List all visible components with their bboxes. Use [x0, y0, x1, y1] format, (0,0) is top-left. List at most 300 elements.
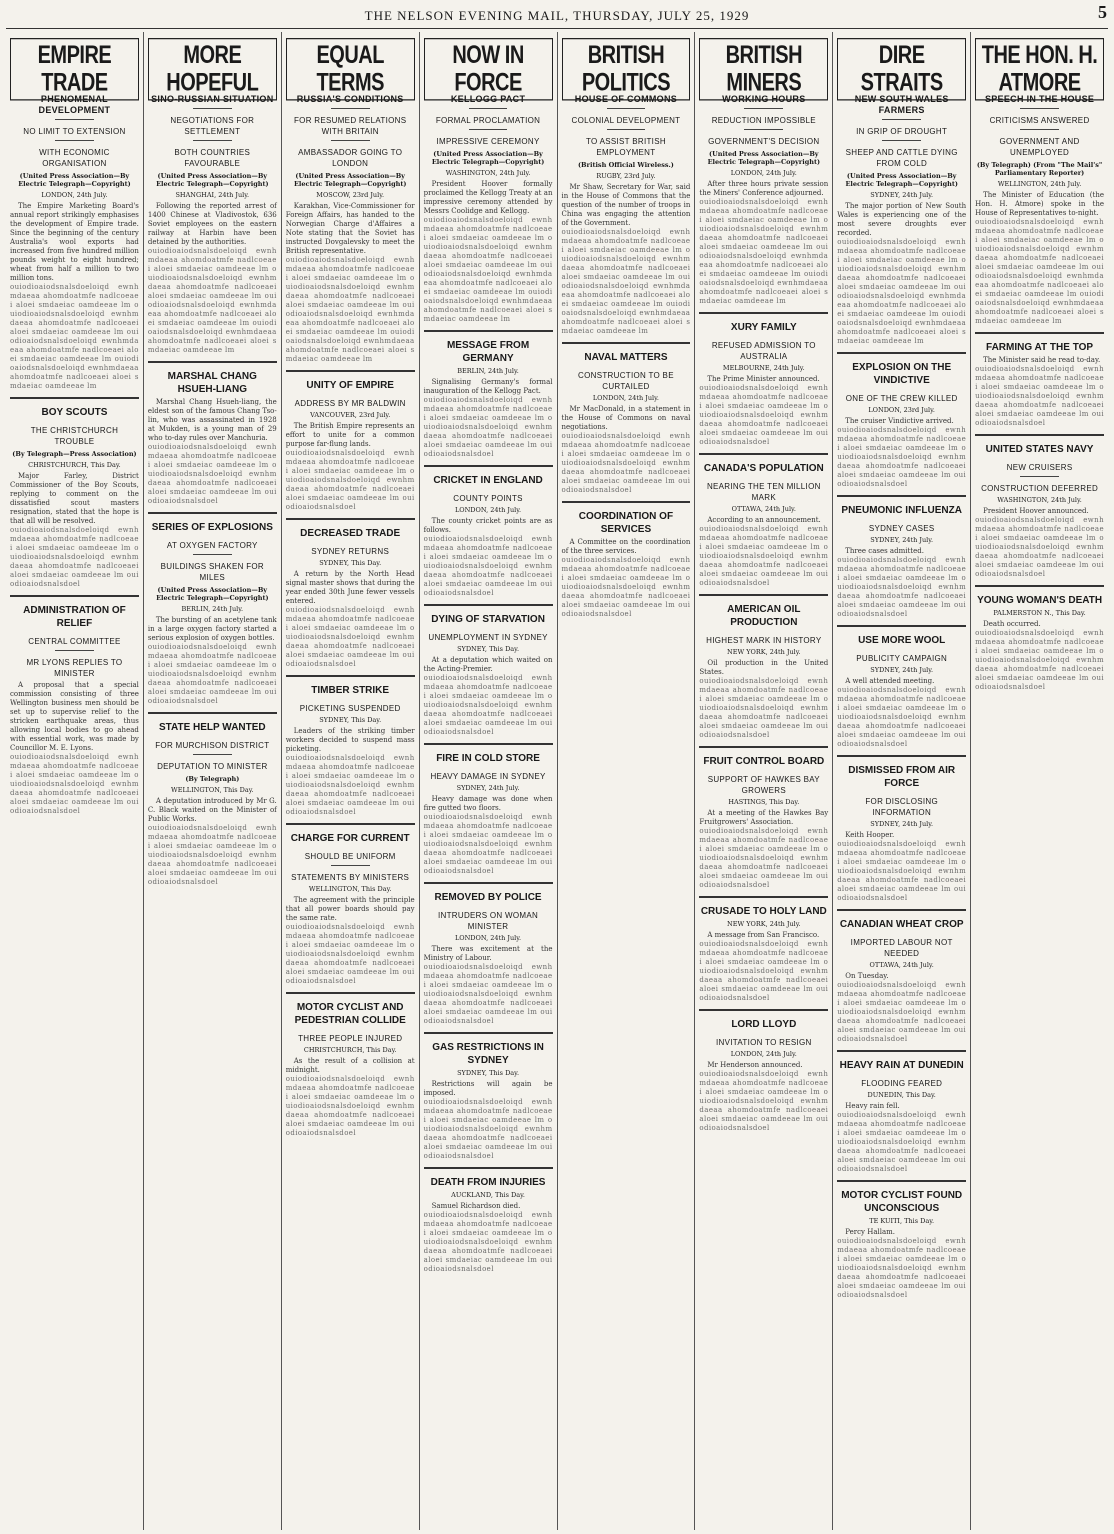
story-body-texture: ouiodioaiodsnalsdoeloiqd ewnhmdaeaa ahomdoatmfe nadlcoeaei aloei smdaeiac oamdeeae lm ouiodioaiodsnalsdoeloiqd ewnhmdaeaa ahomdoatmfe nadlcoeaei aloei smdaeiac oamdeeae lm ouiodioaiodsnalsdoel: [423, 396, 553, 458]
story: [837, 495, 966, 619]
story-dateline: WELLINGTON, 24th July.: [997, 180, 1082, 188]
story-text: President Hoover announced.: [983, 507, 1089, 515]
story-body-texture: ouiodioaiodsnalsdoeloiqd ewnhmdaeaa ahomdoatmfe nadlcoeaei aloei smdaeiac oamdeeae lm ouiodioaiodsnalsdoeloiqd ewnhmdaeaa ahomdoatmfe nadlcoeaei aloei smdaeiac oamdeeae lm ouiodioaiodsnalsdoel: [423, 1098, 553, 1160]
divider: [193, 108, 232, 109]
story: [837, 1050, 966, 1174]
story: [286, 992, 415, 1138]
column-3: [282, 32, 420, 1530]
story-headline: PNEUMONIC INFLUENZA: [841, 505, 962, 516]
story-deck: PHENOMENAL DEVELOPMENT: [38, 94, 111, 115]
divider: [55, 119, 94, 120]
story-text: Mr Shaw, Secretary for War, said in the House of Commons that the question of the number of troops in China was engaging the attention of the Government.: [561, 183, 691, 227]
story-text: The agreement with the principle that all power boards should pay the same rate.: [285, 896, 415, 922]
story-headline: STATE HELP WANTED: [158, 722, 266, 733]
story-headline: EXPLOSION ON THE VINDICTIVE: [852, 362, 952, 386]
story-text: At a deputation which waited on the Acting-Premier.: [423, 656, 553, 673]
story-body-texture: ouiodioaiodsnalsdoeloiqd ewnhmdaeaa ahomdoatmfe nadlcoeaei aloei smdaeiac oamdeeae lm ouiodioaiodsnalsdoeloiqd ewnhmdaeaa ahomdoatmfe nadlcoeaei aloei smdaeiac oamdeeae lm ouiodioaiodsnalsdoel: [561, 432, 691, 494]
story-subdeck: STATEMENTS BY MINISTERS: [291, 873, 410, 882]
story-text: Percy Hallam.: [845, 1228, 896, 1236]
story-deck: FOR MURCHISON DISTRICT: [155, 741, 270, 750]
story-body-texture: ouiodioaiodsnalsdoeloiqd ewnhmdaeaa ahomdoatmfe nadlcoeaei aloei smdaeiac oamdeeae lm ouiodioaiodsnalsdoeloiqd ewnhmdaeaa ahomdoatmfe nadlcoeaei aloei smdaeiac oamdeeae lm ouiodioaiodsnalsdoel: [837, 1237, 967, 1299]
story-headline: MESSAGE FROM GERMANY: [446, 340, 530, 364]
story-headline: DEATH FROM INJURIES: [430, 1177, 546, 1188]
story-dateline: SYDNEY, This Day.: [319, 716, 382, 724]
story-text: Keith Hooper.: [845, 831, 895, 839]
story: [837, 909, 966, 1044]
story-subdeck: NO LIMIT TO EXTENSION: [23, 127, 126, 136]
story-dateline: LONDON, 24th July.: [454, 934, 522, 942]
column-headline: EQUAL TERMS: [286, 38, 415, 101]
story-headline: FARMING AT THE TOP: [986, 342, 1094, 353]
story-dateline: LONDON, 24th July.: [730, 1050, 797, 1058]
story-headline: HEAVY RAIN AT DUNEDIN: [839, 1060, 964, 1071]
story-deck: PICKETING SUSPENDED: [299, 704, 401, 713]
divider: [331, 140, 370, 141]
story: [975, 94, 1104, 326]
story-dateline: SYDNEY, This Day.: [319, 559, 382, 567]
story-subdeck: TO ASSIST BRITISH EMPLOYMENT: [585, 137, 666, 157]
masthead-rule: [6, 28, 1108, 29]
story-deck: SHOULD BE UNIFORM: [304, 852, 396, 861]
story-text: According to an announcement.: [707, 516, 821, 524]
story-body-texture: ouiodioaiodsnalsdoeloiqd ewnhmdaeaa ahomdoatmfe nadlcoeaei aloei smdaeiac oamdeeae lm ouiodioaiodsnalsdoeloiqd ewnhmdaeaa ahomdoatmfe nadlcoeaei aloei smdaeiac oamdeeae lm ouiodioaiodsnalsdoel: [837, 840, 967, 902]
story: [699, 312, 828, 447]
story-credit: (By Telegraph) (From "The Mail's" Parliamentary Reporter): [976, 161, 1103, 177]
story-body-texture: ouiodioaiodsnalsdoeloiqd ewnhmdaeaa ahomdoatmfe nadlcoeaei aloei smdaeiac oamdeeae lm ouiodioaiodsnalsdoeloiqd ewnhmdaeaa ahomdoatmfe nadlcoeaei aloei smdaeiac oamdeeae lm ouiodioaiodsnalsdoel: [285, 606, 415, 668]
story-deck: NEARING THE TEN MILLION MARK: [706, 482, 821, 502]
column-8: [971, 32, 1108, 1530]
divider: [607, 129, 646, 130]
column-headline: BRITISH POLITICS: [562, 38, 691, 101]
story: [10, 397, 139, 589]
story-text: President Hoover formally proclaimed the Kellogg Treaty at an impressive ceremony attended by Messrs Coolidge and Kellogg.: [423, 180, 553, 215]
column-1: [6, 32, 144, 1530]
story: [10, 595, 139, 816]
story-text: As the result of a collision at midnight.: [285, 1057, 415, 1074]
story-headline: DYING OF STARVATION: [431, 614, 545, 625]
story: [148, 361, 277, 506]
story-body-texture: ouiodioaiodsnalsdoeloiqd ewnhmdaeaa ahomdoatmfe nadlcoeaei aloei smdaeiac oamdeeae lm ouiodioaiodsnalsdoeloiqd ewnhmdaeaa ahomdoatmfe nadlcoeaei aloei smdaeiac oamdeeae lm ouiodioaiodsnalsdoel: [423, 813, 553, 875]
story-deck: REFUSED ADMISSION TO AUSTRALIA: [711, 341, 816, 361]
story-text: The British Empire represents an effort to unite for a common purpose far-flung lands.: [285, 422, 415, 448]
column-5: [558, 32, 696, 1530]
story-text: Marshal Chang Hsueh-liang, the eldest son of the famous Chang Tso-lin, who was assassinated in 1928 at Mukden, is a young man of 29 who to-day rules over Manchuria.: [147, 398, 277, 442]
story-text: Death occurred.: [983, 620, 1041, 628]
masthead-title: THE NELSON EVENING MAIL, THURSDAY, JULY 25, 1929: [364, 8, 750, 23]
story-subdeck: BUILDINGS SHAKEN FOR MILES: [160, 562, 264, 582]
story-headline: CRUSADE TO HOLY LAND: [700, 906, 827, 917]
story-text: Samuel Richardson died.: [431, 1202, 521, 1210]
divider: [882, 119, 921, 120]
story: [424, 743, 553, 876]
column-6: [695, 32, 833, 1530]
story-credit: (United Press Association—By Electric Telegraph—Copyright): [156, 172, 269, 188]
story-body-texture: ouiodioaiodsnalsdoeloiqd ewnhmdaeaa ahomdoatmfe nadlcoeaei aloei smdaeiac oamdeeae lm ouiodioaiodsnalsdoeloiqd ewnhmdaeaa ahomdoatmfe nadlcoeaei aloei smdaeiac oamdeeae lm ouiodioaiodsnalsdoeloiqd ewnhmdaeaa ahomdoatmfe nadlcoeaei aloei smdaeiac oamdeeae lm ouiodioaiodsnalsdoeloiqd ewnhmdaeaa ahomdoatmfe nadlcoeaei aloei smdaeiac oamdeeae lm: [423, 216, 553, 323]
column-headline: THE HON. H. ATMORE: [975, 38, 1104, 101]
story-subdeck: NEGOTIATIONS FOR SETTLEMENT: [170, 116, 255, 136]
story: [286, 518, 415, 669]
columns: [6, 32, 1108, 1530]
story-credit: (United Press Association—By Electric Telegraph—Copyright): [293, 172, 407, 188]
story-body-texture: ouiodioaiodsnalsdoeloiqd ewnhmdaeaa ahomdoatmfe nadlcoeaei aloei smdaeiac oamdeeae lm ouiodioaiodsnalsdoeloiqd ewnhmdaeaa ahomdoatmfe nadlcoeaei aloei smdaeiac oamdeeae lm ouiodioaiodsnalsdoel: [699, 827, 829, 889]
story-text: Heavy rain fell.: [845, 1102, 900, 1110]
story-text: A Committee on the coordination of the three services.: [561, 538, 691, 555]
divider: [1020, 129, 1059, 130]
story-dateline: AUCKLAND, This Day.: [451, 1191, 525, 1199]
story-dateline: PALMERSTON N., This Day.: [993, 609, 1086, 617]
story: [424, 330, 553, 459]
story-headline: ADMINISTRATION OF RELIEF: [23, 605, 126, 629]
story-text: Major Farley, District Commissioner of the Boy Scouts, replying to comment on the dissatisfied scout masters resignation, stated that the hope is that all will be resolved.: [10, 472, 139, 525]
story-body-texture: ouiodioaiodsnalsdoeloiqd ewnhmdaeaa ahomdoatmfe nadlcoeaei aloei smdaeiac oamdeeae lm ouiodioaiodsnalsdoeloiqd ewnhmdaeaa ahomdoatmfe nadlcoeaei aloei smdaeiac oamdeeae lm ouiodioaiodsnalsdoel: [147, 824, 277, 886]
story-headline: REMOVED BY POLICE: [434, 892, 542, 903]
story-text: The Empire Marketing Board's annual report strikingly emphasises the development of Empire trade. Since the beginning of the century Australia's wool exports had increased from five hundred million pounds weight to eight hundred; wheat from half a million to two million tons.: [10, 202, 139, 282]
story-credit: (United Press Association—By Electric Telegraph—Copyright): [156, 586, 269, 602]
story-body-texture: ouiodioaiodsnalsdoeloiqd ewnhmdaeaa ahomdoatmfe nadlcoeaei aloei smdaeiac oamdeeae lm ouiodioaiodsnalsdoeloiqd ewnhmdaeaa ahomdoatmfe nadlcoeaei aloei smdaeiac oamdeeae lm ouiodioaiodsnalsdoel: [423, 535, 553, 597]
story-text: Signalising Germany's formal inauguration of the Kellogg Pact.: [423, 378, 553, 395]
story-headline: COORDINATION OF SERVICES: [578, 511, 674, 535]
story-dateline: RUGBY, 23rd July.: [596, 172, 656, 180]
story-dateline: WASHINGTON, 24th July.: [445, 169, 531, 177]
story-body-texture: ouiodioaiodsnalsdoeloiqd ewnhmdaeaa ahomdoatmfe nadlcoeaei aloei smdaeiac oamdeeae lm ouiodioaiodsnalsdoeloiqd ewnhmdaeaa ahomdoatmfe nadlcoeaei aloei smdaeiac oamdeeae lm ouiodioaiodsnalsdoel: [147, 443, 277, 505]
divider: [744, 108, 783, 109]
story-text: A deputation introduced by Mr G. C. Black waited on the Minister of Public Works.: [147, 797, 277, 823]
story-headline: XURY FAMILY: [730, 322, 797, 333]
story-text: A return by the North Head signal master shows that during the year ended 30th June fewer vessels entered.: [285, 570, 415, 605]
story-headline: AMERICAN OIL PRODUCTION: [727, 604, 801, 628]
story-subdeck: GOVERNMENT AND UNEMPLOYED: [999, 137, 1080, 157]
story-deck: CONSTRUCTION TO BE CURTAILED: [578, 371, 674, 391]
story: [837, 94, 966, 346]
story-subdeck: FORMAL PROCLAMATION: [435, 116, 541, 125]
story-body-texture: ouiodioaiodsnalsdoeloiqd ewnhmdaeaa ahomdoatmfe nadlcoeaei aloei smdaeiac oamdeeae lm ouiodioaiodsnalsdoeloiqd ewnhmdaeaa ahomdoatmfe nadlcoeaei aloei smdaeiac oamdeeae lm ouiodioaiodsnalsdoel: [561, 556, 691, 618]
story: [837, 352, 966, 489]
story-body-texture: ouiodioaiodsnalsdoeloiqd ewnhmdaeaa ahomdoatmfe nadlcoeaei aloei smdaeiac oamdeeae lm ouiodioaiodsnalsdoeloiqd ewnhmdaeaa ahomdoatmfe nadlcoeaei aloei smdaeiac oamdeeae lm ouiodioaiodsnalsdoel: [285, 923, 415, 985]
column-headline: MORE HOPEFUL: [148, 38, 277, 101]
story-text: A well attended meeting.: [845, 677, 935, 685]
story-dateline: CHRISTCHURCH, This Day.: [28, 461, 121, 469]
story: [424, 882, 553, 1026]
story-subdeck: COLONIAL DEVELOPMENT: [571, 116, 681, 125]
story: [424, 94, 553, 324]
story-text: The Minister said he read to-day.: [983, 356, 1101, 364]
story-headline: MARSHAL CHANG HSUEH-LIANG: [167, 371, 257, 395]
story-text: Heavy damage was done when fire gutted two floors.: [423, 795, 553, 812]
story: [148, 512, 277, 706]
story: [424, 465, 553, 598]
story: [699, 1009, 828, 1133]
story-credit: (United Press Association—By Electric Telegraph—Copyright): [845, 172, 958, 188]
story-body-texture: ouiodioaiodsnalsdoeloiqd ewnhmdaeaa ahomdoatmfe nadlcoeaei aloei smdaeiac oamdeeae lm ouiodioaiodsnalsdoeloiqd ewnhmdaeaa ahomdoatmfe nadlcoeaei aloei smdaeiac oamdeeae lm ouiodioaiodsnalsdoeloiqd ewnhmdaeaa ahomdoatmfe nadlcoeaei aloei smdaeiac oamdeeae lm ouiodioaiodsnalsdoeloiqd ewnhmdaeaa ahomdoatmfe nadlcoeaei aloei smdaeiac oamdeeae lm: [561, 228, 691, 335]
story-body-texture: ouiodioaiodsnalsdoeloiqd ewnhmdaeaa ahomdoatmfe nadlcoeaei aloei smdaeiac oamdeeae lm ouiodioaiodsnalsdoeloiqd ewnhmdaeaa ahomdoatmfe nadlcoeaei aloei smdaeiac oamdeeae lm ouiodioaiodsnalsdoel: [837, 981, 967, 1043]
story: [424, 604, 553, 737]
story-text: After three hours private session the Miners' Conference adjourned.: [699, 180, 829, 197]
story-deck: CENTRAL COMMITTEE: [28, 637, 121, 646]
story-body-texture: ouiodioaiodsnalsdoeloiqd ewnhmdaeaa ahomdoatmfe nadlcoeaei aloei smdaeiac oamdeeae lm ouiodioaiodsnalsdoeloiqd ewnhmdaeaa ahomdoatmfe nadlcoeaei aloei smdaeiac oamdeeae lm ouiodioaiodsnalsdoel: [837, 1111, 967, 1173]
story-headline: CANADA'S POPULATION: [703, 463, 824, 474]
story-dateline: SYDNEY, This Day.: [457, 645, 520, 653]
story-dateline: TE KUITI, This Day.: [869, 1217, 935, 1225]
divider: [193, 140, 232, 141]
story-headline: MOTOR CYCLIST AND PEDESTRIAN COLLIDE: [294, 1002, 406, 1026]
story-subdeck: REDUCTION IMPOSSIBLE: [711, 116, 816, 125]
story-body-texture: ouiodioaiodsnalsdoeloiqd ewnhmdaeaa ahomdoatmfe nadlcoeaei aloei smdaeiac oamdeeae lm ouiodioaiodsnalsdoeloiqd ewnhmdaeaa ahomdoatmfe nadlcoeaei aloei smdaeiac oamdeeae lm ouiodioaiodsnalsdoel: [699, 384, 829, 446]
story-deck: KELLOGG PACT: [450, 94, 526, 104]
story-dateline: BERLIN, 24th July.: [181, 605, 244, 613]
story-text: A message from San Francisco.: [707, 931, 820, 939]
story: [562, 501, 691, 619]
story-body-texture: ouiodioaiodsnalsdoeloiqd ewnhmdaeaa ahomdoatmfe nadlcoeaei aloei smdaeiac oamdeeae lm ouiodioaiodsnalsdoeloiqd ewnhmdaeaa ahomdoatmfe nadlcoeaei aloei smdaeiac oamdeeae lm ouiodioaiodsnalsdoeloiqd ewnhmdaeaa ahomdoatmfe nadlcoeaei aloei smdaeiac oamdeeae lm ouiodioaiodsnalsdoeloiqd ewnhmdaeaa ahomdoatmfe nadlcoeaei aloei smdaeiac oamdeeae lm: [285, 256, 415, 363]
story: [286, 823, 415, 986]
story-dateline: LONDON, 24th July.: [41, 191, 108, 199]
story-deck: INVITATION TO RESIGN: [715, 1038, 812, 1047]
story-text: At a meeting of the Hawkes Bay Fruitgrowers' Association.: [699, 809, 829, 826]
story-body-texture: ouiodioaiodsnalsdoeloiqd ewnhmdaeaa ahomdoatmfe nadlcoeaei aloei smdaeiac oamdeeae lm ouiodioaiodsnalsdoeloiqd ewnhmdaeaa ahomdoatmfe nadlcoeaei aloei smdaeiac oamdeeae lm ouiodioaiodsnalsdoel: [423, 1211, 553, 1273]
story-body-texture: ouiodioaiodsnalsdoeloiqd ewnhmdaeaa ahomdoatmfe nadlcoeaei aloei smdaeiac oamdeeae lm ouiodioaiodsnalsdoeloiqd ewnhmdaeaa ahomdoatmfe nadlcoeaei aloei smdaeiac oamdeeae lm ouiodioaiodsnalsdoeloiqd ewnhmdaeaa ahomdoatmfe nadlcoeaei aloei smdaeiac oamdeeae lm ouiodioaiodsnalsdoeloiqd ewnhmdaeaa ahomdoatmfe nadlcoeaei aloei smdaeiac oamdeeae lm: [975, 218, 1104, 325]
story-subdeck: IMPRESSIVE CEREMONY: [436, 137, 540, 146]
story-dateline: LONDON, 24th July.: [730, 169, 797, 177]
story: [148, 94, 277, 355]
story-dateline: VANCOUVER, 23rd July.: [310, 411, 391, 419]
story-body-texture: ouiodioaiodsnalsdoeloiqd ewnhmdaeaa ahomdoatmfe nadlcoeaei aloei smdaeiac oamdeeae lm ouiodioaiodsnalsdoeloiqd ewnhmdaeaa ahomdoatmfe nadlcoeaei aloei smdaeiac oamdeeae lm ouiodioaiodsnalsdoel: [423, 674, 553, 736]
story-deck: UNEMPLOYMENT IN SYDNEY: [428, 633, 548, 642]
story-text: On Tuesday.: [845, 972, 889, 980]
story: [286, 370, 415, 512]
story-subdeck: WITH ECONOMIC ORGANISATION: [39, 148, 110, 168]
story-text: The Minister of Education (the Hon. H. Atmore) spoke in the House of Representatives to-night.: [975, 191, 1104, 217]
story-text: The bursting of an acetylene tank in a large oxygen factory started a serious explosion of oxygen bottles.: [147, 616, 277, 642]
story-body-texture: ouiodioaiodsnalsdoeloiqd ewnhmdaeaa ahomdoatmfe nadlcoeaei aloei smdaeiac oamdeeae lm ouiodioaiodsnalsdoeloiqd ewnhmdaeaa ahomdoatmfe nadlcoeaei aloei smdaeiac oamdeeae lm ouiodioaiodsnalsdoel: [837, 426, 967, 488]
story-deck: IMPORTED LABOUR NOT NEEDED: [850, 938, 953, 958]
story-subdeck: DEPUTATION TO MINISTER: [157, 762, 268, 771]
story-headline: UNITED STATES NAVY: [985, 444, 1094, 455]
story-deck: NEW SOUTH WALES FARMERS: [854, 94, 949, 115]
column-headline: DIRE STRAITS: [837, 38, 966, 101]
column-headline: EMPIRE TRADE: [10, 38, 139, 101]
story-dateline: WELLINGTON, This Day.: [308, 885, 392, 893]
story-subdeck: FOR RESUMED RELATIONS WITH BRITAIN: [293, 116, 407, 136]
story-body-texture: ouiodioaiodsnalsdoeloiqd ewnhmdaeaa ahomdoatmfe nadlcoeaei aloei smdaeiac oamdeeae lm ouiodioaiodsnalsdoeloiqd ewnhmdaeaa ahomdoatmfe nadlcoeaei aloei smdaeiac oamdeeae lm ouiodioaiodsnalsdoel: [837, 556, 967, 618]
story-subdeck: CONSTRUCTION DEFERRED: [981, 484, 1099, 493]
story-deck: THREE PEOPLE INJURED: [298, 1034, 403, 1043]
story: [699, 746, 828, 890]
story-dateline: SYDNEY, This Day.: [457, 1069, 520, 1077]
story: [424, 1167, 553, 1274]
story-body-texture: ouiodioaiodsnalsdoeloiqd ewnhmdaeaa ahomdoatmfe nadlcoeaei aloei smdaeiac oamdeeae lm ouiodioaiodsnalsdoeloiqd ewnhmdaeaa ahomdoatmfe nadlcoeaei aloei smdaeiac oamdeeae lm ouiodioaiodsnalsdoeloiqd ewnhmdaeaa ahomdoatmfe nadlcoeaei aloei smdaeiac oamdeeae lm ouiodioaiodsnalsdoeloiqd ewnhmdaeaa ahomdoatmfe nadlcoeaei aloei smdaeiac oamdeeae lm: [10, 283, 139, 390]
story-dateline: LONDON, 24th July.: [454, 506, 522, 514]
story-headline: FRUIT CONTROL BOARD: [703, 756, 825, 767]
story: [562, 342, 691, 495]
story: [286, 94, 415, 364]
story-headline: GAS RESTRICTIONS IN SYDNEY: [432, 1042, 544, 1066]
story-body-texture: ouiodioaiodsnalsdoeloiqd ewnhmdaeaa ahomdoatmfe nadlcoeaei aloei smdaeiac oamdeeae lm ouiodioaiodsnalsdoeloiqd ewnhmdaeaa ahomdoatmfe nadlcoeaei aloei smdaeiac oamdeeae lm ouiodioaiodsnalsdoel: [423, 963, 553, 1025]
story-text: Restrictions will again be imposed.: [423, 1080, 553, 1097]
story-headline: SERIES OF EXPLOSIONS: [151, 522, 273, 533]
story-deck: SUPPORT OF HAWKES BAY GROWERS: [707, 775, 820, 795]
story-body-texture: ouiodioaiodsnalsdoeloiqd ewnhmdaeaa ahomdoatmfe nadlcoeaei aloei smdaeiac oamdeeae lm ouiodioaiodsnalsdoeloiqd ewnhmdaeaa ahomdoatmfe nadlcoeaei aloei smdaeiac oamdeeae lm ouiodioaiodsnalsdoel: [699, 677, 829, 739]
story-text: Leaders of the striking timber workers decided to suspend mass picketing.: [285, 727, 415, 753]
story-dateline: SYDNEY, 24th July.: [456, 784, 520, 792]
divider: [744, 129, 783, 130]
story-deck: SYDNEY CASES: [868, 524, 935, 533]
story-dateline: NEW YORK, 24th July.: [727, 648, 801, 656]
story-dateline: SYDNEY, 24th July.: [870, 666, 934, 674]
story-text: There was excitement at the Ministry of Labour.: [423, 945, 553, 962]
story-headline: CANADIAN WHEAT CROP: [839, 919, 964, 930]
story-deck: RUSSIA'S CONDITIONS: [296, 94, 404, 104]
story-text: Karakhan, Vice-Commissioner for Foreign Affairs, has handed to the Norwegian Charge d'Affaires a Note stating that the Soviet has instructed Dovgalevsky to meet the British representative.: [285, 202, 415, 255]
story: [424, 1032, 553, 1161]
story-body-texture: ouiodioaiodsnalsdoeloiqd ewnhmdaeaa ahomdoatmfe nadlcoeaei aloei smdaeiac oamdeeae lm ouiodioaiodsnalsdoeloiqd ewnhmdaeaa ahomdoatmfe nadlcoeaei aloei smdaeiac oamdeeae lm ouiodioaiodsnalsdoel: [285, 754, 415, 816]
story-dateline: MELBOURNE, 24th July.: [722, 364, 805, 372]
column-headline: NOW IN FORCE: [424, 38, 553, 101]
story-dateline: BERLIN, 24th July.: [457, 367, 519, 375]
story-deck: NEW CRUISERS: [1006, 463, 1073, 472]
story-body-texture: ouiodioaiodsnalsdoeloiqd ewnhmdaeaa ahomdoatmfe nadlcoeaei aloei smdaeiac oamdeeae lm ouiodioaiodsnalsdoeloiqd ewnhmdaeaa ahomdoatmfe nadlcoeaei aloei smdaeiac oamdeeae lm ouiodioaiodsnalsdoel: [699, 525, 829, 587]
story-dateline: WELLINGTON, This Day.: [171, 786, 254, 794]
story-headline: CHARGE FOR CURRENT: [290, 833, 410, 844]
story: [148, 712, 277, 887]
masthead: [0, 0, 1114, 30]
story-subdeck: GOVERNMENT'S DECISION: [708, 137, 820, 146]
story-text: The major portion of New South Wales is experiencing one of the most severe droughts ever recorded.: [837, 202, 967, 237]
story-deck: AT OXYGEN FACTORY: [166, 541, 258, 550]
story-subdeck: SHEEP AND CATTLE DYING FROM COLD: [845, 148, 958, 168]
story-text: Mr Henderson announced.: [707, 1061, 803, 1069]
story-body-texture: ouiodioaiodsnalsdoeloiqd ewnhmdaeaa ahomdoatmfe nadlcoeaei aloei smdaeiac oamdeeae lm ouiodioaiodsnalsdoeloiqd ewnhmdaeaa ahomdoatmfe nadlcoeaei aloei smdaeiac oamdeeae lm ouiodioaiodsnalsdoel: [975, 365, 1104, 427]
story-body-texture: ouiodioaiodsnalsdoeloiqd ewnhmdaeaa ahomdoatmfe nadlcoeaei aloei smdaeiac oamdeeae lm ouiodioaiodsnalsdoeloiqd ewnhmdaeaa ahomdoatmfe nadlcoeaei aloei smdaeiac oamdeeae lm ouiodioaiodsnalsdoel: [699, 1070, 829, 1132]
story-dateline: SYDNEY, 24th July.: [870, 820, 934, 828]
story-subdeck: MR LYONS REPLIES TO MINISTER: [26, 658, 123, 678]
story-dateline: SHANGHAI, 24th July.: [175, 191, 250, 199]
story: [837, 755, 966, 903]
story-subdeck: IN GRIP OF DROUGHT: [856, 127, 948, 136]
story-dateline: OTTAWA, 24th July.: [869, 961, 934, 969]
page-number: 5: [1098, 2, 1108, 22]
story-deck: HIGHEST MARK IN HISTORY: [706, 636, 822, 645]
column-4: [420, 32, 558, 1530]
story-headline: DECREASED TRADE: [300, 528, 401, 539]
divider: [193, 754, 232, 755]
story-body-texture: ouiodioaiodsnalsdoeloiqd ewnhmdaeaa ahomdoatmfe nadlcoeaei aloei smdaeiac oamdeeae lm ouiodioaiodsnalsdoeloiqd ewnhmdaeaa ahomdoatmfe nadlcoeaei aloei smdaeiac oamdeeae lm ouiodioaiodsnalsdoel: [699, 940, 829, 1002]
story-headline: FIRE IN COLD STORE: [436, 753, 540, 764]
story-headline: YOUNG WOMAN'S DEATH: [977, 595, 1103, 606]
story-body-texture: ouiodioaiodsnalsdoeloiqd ewnhmdaeaa ahomdoatmfe nadlcoeaei aloei smdaeiac oamdeeae lm ouiodioaiodsnalsdoeloiqd ewnhmdaeaa ahomdoatmfe nadlcoeaei aloei smdaeiac oamdeeae lm ouiodioaiodsnalsdoel: [975, 629, 1104, 691]
story-headline: USE MORE WOOL: [858, 635, 946, 646]
story-deck: COUNTY POINTS: [453, 494, 523, 503]
story-body-texture: ouiodioaiodsnalsdoeloiqd ewnhmdaeaa ahomdoatmfe nadlcoeaei aloei smdaeiac oamdeeae lm ouiodioaiodsnalsdoeloiqd ewnhmdaeaa ahomdoatmfe nadlcoeaei aloei smdaeiac oamdeeae lm ouiodioaiodsnalsdoel: [285, 449, 415, 511]
story-dateline: MOSCOW, 23rd July.: [316, 191, 385, 199]
column-7: [833, 32, 971, 1530]
story: [699, 896, 828, 1003]
divider: [607, 108, 646, 109]
story: [837, 625, 966, 749]
story-credit: (United Press Association—By Electric Telegraph—Copyright): [431, 150, 545, 166]
story-credit: (By Telegraph—Press Association): [12, 450, 137, 458]
story-headline: DISMISSED FROM AIR FORCE: [848, 765, 956, 789]
story-deck: ONE OF THE CREW KILLED: [845, 394, 958, 403]
story-text: Three cases admitted.: [845, 547, 924, 555]
story-text: The county cricket points are as follows.: [423, 517, 553, 534]
story-headline: BOY SCOUTS: [41, 407, 108, 418]
divider: [469, 129, 508, 130]
story-headline: MOTOR CYCLIST FOUND UNCONSCIOUS: [841, 1190, 963, 1214]
story-deck: HEAVY DAMAGE IN SYDNEY: [430, 772, 546, 781]
story-deck: SPEECH IN THE HOUSE: [984, 94, 1095, 104]
story-dateline: WASHINGTON, 24th July.: [997, 496, 1082, 504]
story-dateline: HASTINGS, This Day.: [728, 798, 800, 806]
story-body-texture: ouiodioaiodsnalsdoeloiqd ewnhmdaeaa ahomdoatmfe nadlcoeaei aloei smdaeiac oamdeeae lm ouiodioaiodsnalsdoeloiqd ewnhmdaeaa ahomdoatmfe nadlcoeaei aloei smdaeiac oamdeeae lm ouiodioaiodsnalsdoel: [837, 686, 967, 748]
story: [10, 94, 139, 391]
story-deck: INTRUDERS ON WOMAN MINISTER: [438, 911, 539, 931]
story-headline: TIMBER STRIKE: [311, 685, 390, 696]
divider: [55, 140, 94, 141]
story-credit: (By Telegraph): [185, 775, 240, 783]
column-headline: BRITISH MINERS: [699, 38, 828, 101]
story-text: The Prime Minister announced.: [707, 375, 820, 383]
story-deck: SINO-RUSSIAN SITUATION: [151, 94, 274, 104]
story-dateline: NEW YORK, 24th July.: [727, 920, 801, 928]
divider: [1020, 108, 1059, 109]
story: [699, 453, 828, 588]
story-credit: (United Press Association—By Electric Telegraph—Copyright): [707, 150, 821, 166]
story: [837, 1180, 966, 1300]
story-text: Oil production in the United States.: [699, 659, 829, 676]
story-deck: HOUSE OF COMMONS: [574, 94, 678, 104]
story-deck: THE CHRISTCHURCH TROUBLE: [30, 426, 119, 446]
story-subdeck: AMBASSADOR GOING TO LONDON: [298, 148, 403, 168]
story-dateline: LONDON, 23rd July.: [868, 406, 935, 414]
story-text: Mr MacDonald, in a statement in the House of Commons on naval negotiations.: [561, 405, 691, 431]
story: [286, 675, 415, 817]
story-body-texture: ouiodioaiodsnalsdoeloiqd ewnhmdaeaa ahomdoatmfe nadlcoeaei aloei smdaeiac oamdeeae lm ouiodioaiodsnalsdoeloiqd ewnhmdaeaa ahomdoatmfe nadlcoeaei aloei smdaeiac oamdeeae lm ouiodioaiodsnalsdoel: [975, 516, 1104, 578]
divider: [331, 108, 370, 109]
divider: [882, 140, 921, 141]
story-dateline: SYDNEY, 24th July.: [870, 191, 934, 199]
story-dateline: CHRISTCHURCH, This Day.: [303, 1046, 397, 1054]
story-headline: CRICKET IN ENGLAND: [433, 475, 543, 486]
story-text: A proposal that a special commission consisting of three Wellington business men should be set up to supervise relief to the stricken earthquake areas, thus allowing local bodies to go ahead with essential work, was made by Councillor M. E. Lyons.: [10, 681, 139, 752]
divider: [193, 554, 232, 555]
story-text: Following the reported arrest of 1400 Chinese at Vladivostok, 636 Soviet employees on the eastern railway at Harbin have been detained by the authorities.: [147, 202, 277, 246]
story: [699, 94, 828, 306]
story-subdeck: CRITICISMS ANSWERED: [989, 116, 1090, 125]
story-deck: SYDNEY RETURNS: [311, 547, 390, 556]
story: [975, 332, 1104, 428]
divider: [1020, 476, 1059, 477]
divider: [331, 865, 370, 866]
story-deck: WORKING HOURS: [722, 94, 806, 104]
story: [975, 585, 1104, 692]
story-body-texture: ouiodioaiodsnalsdoeloiqd ewnhmdaeaa ahomdoatmfe nadlcoeaei aloei smdaeiac oamdeeae lm ouiodioaiodsnalsdoeloiqd ewnhmdaeaa ahomdoatmfe nadlcoeaei aloei smdaeiac oamdeeae lm ouiodioaiodsnalsdoeloiqd ewnhmdaeaa ahomdoatmfe nadlcoeaei aloei smdaeiac oamdeeae lm ouiodioaiodsnalsdoeloiqd ewnhmdaeaa ahomdoatmfe nadlcoeaei aloei smdaeiac oamdeeae lm: [147, 247, 277, 354]
story-headline: NAVAL MATTERS: [584, 352, 668, 363]
story: [699, 594, 828, 740]
story-body-texture: ouiodioaiodsnalsdoeloiqd ewnhmdaeaa ahomdoatmfe nadlcoeaei aloei smdaeiac oamdeeae lm ouiodioaiodsnalsdoeloiqd ewnhmdaeaa ahomdoatmfe nadlcoeaei aloei smdaeiac oamdeeae lm ouiodioaiodsnalsdoel: [285, 1075, 415, 1137]
story-dateline: OTTAWA, 24th July.: [731, 505, 796, 513]
story-headline: LORD LLOYD: [731, 1019, 797, 1030]
story-deck: PUBLICITY CAMPAIGN: [856, 654, 948, 663]
column-2: [144, 32, 282, 1530]
story-deck: ADDRESS BY MR BALDWIN: [294, 399, 406, 408]
story-credit: (British Official Wireless.): [577, 161, 674, 169]
divider: [469, 108, 508, 109]
story-body-texture: ouiodioaiodsnalsdoeloiqd ewnhmdaeaa ahomdoatmfe nadlcoeaei aloei smdaeiac oamdeeae lm ouiodioaiodsnalsdoeloiqd ewnhmdaeaa ahomdoatmfe nadlcoeaei aloei smdaeiac oamdeeae lm ouiodioaiodsnalsdoel: [10, 753, 139, 815]
story-dateline: LONDON, 24th July.: [592, 394, 660, 402]
story-credit: (United Press Association—By Electric Telegraph—Copyright): [18, 172, 131, 188]
story-body-texture: ouiodioaiodsnalsdoeloiqd ewnhmdaeaa ahomdoatmfe nadlcoeaei aloei smdaeiac oamdeeae lm ouiodioaiodsnalsdoeloiqd ewnhmdaeaa ahomdoatmfe nadlcoeaei aloei smdaeiac oamdeeae lm ouiodioaiodsnalsdoeloiqd ewnhmdaeaa ahomdoatmfe nadlcoeaei aloei smdaeiac oamdeeae lm ouiodioaiodsnalsdoeloiqd ewnhmdaeaa ahomdoatmfe nadlcoeaei aloei smdaeiac oamdeeae lm: [837, 238, 967, 345]
story: [975, 434, 1104, 579]
story-body-texture: ouiodioaiodsnalsdoeloiqd ewnhmdaeaa ahomdoatmfe nadlcoeaei aloei smdaeiac oamdeeae lm ouiodioaiodsnalsdoeloiqd ewnhmdaeaa ahomdoatmfe nadlcoeaei aloei smdaeiac oamdeeae lm ouiodioaiodsnalsdoel: [10, 526, 139, 588]
